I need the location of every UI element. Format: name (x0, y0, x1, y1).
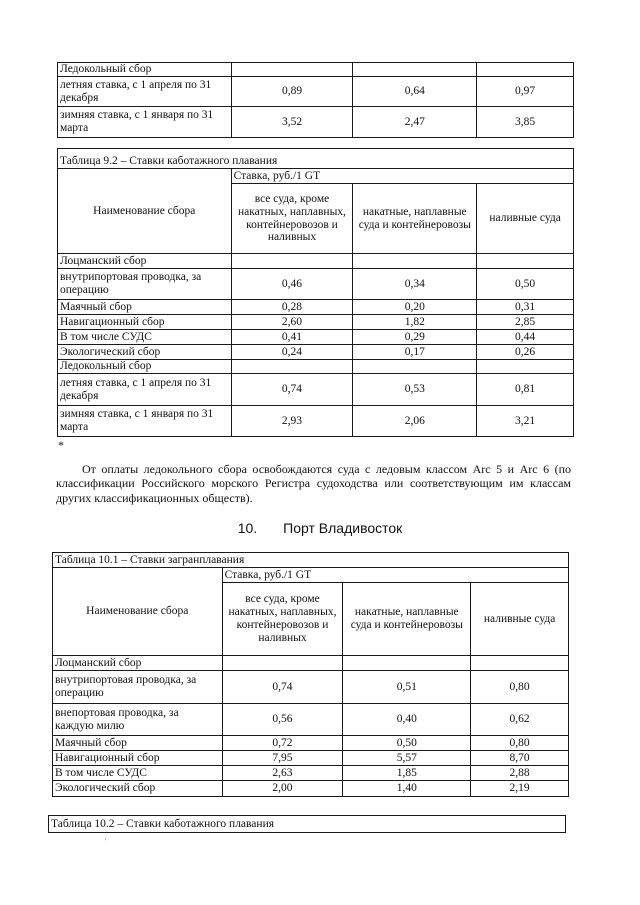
table-title: Таблица 10.1 – Ставки загранплавания (53, 553, 569, 568)
table-row (53, 704, 569, 736)
row-name: Ледокольный сбор (58, 360, 232, 374)
rate-cell: 0,53 (353, 374, 477, 406)
row-name: Маячный сбор (58, 300, 232, 315)
rate-cell (471, 656, 569, 671)
row-name: В том числе СУДС (53, 766, 223, 781)
header-col-roro: накатные, наплавные суда и контейнеровозы (343, 583, 471, 656)
rate-cell: 0,29 (353, 330, 477, 345)
table-row (58, 315, 574, 330)
row-name: В том числе СУДС (58, 330, 232, 345)
rate-cell: 0,74 (231, 374, 353, 406)
row-name: внепортовая проводка, за каждую милю (53, 704, 223, 736)
row-name: летняя ставка, с 1 апреля по 31 декабря (58, 77, 232, 107)
row-name: внутрипортовая проводка, за операцию (53, 671, 223, 704)
rate-cell (231, 63, 353, 77)
row-name: Экологический сбор (53, 781, 223, 797)
rate-cell: 0,89 (231, 77, 353, 107)
table-row (58, 406, 574, 437)
table-row (53, 781, 569, 797)
header-col-tankers: наливные суда (471, 583, 569, 656)
header-col-all-ships: все суда, кроме накатных, наплавных, контейнеровозов и наливных (231, 184, 353, 254)
rate-cell: 0,51 (343, 671, 471, 704)
section-title: Порт Владивосток (283, 520, 403, 536)
table-title: Таблица 9.2 – Ставки каботажного плавания (58, 149, 574, 169)
rate-cell: 0,34 (353, 269, 477, 300)
header-rate: Ставка, руб./1 GT (222, 568, 568, 583)
table-row (58, 77, 574, 107)
rate-cell: 0,28 (231, 300, 353, 315)
table-row (58, 107, 574, 138)
rate-cell: 2,60 (231, 315, 353, 330)
table-row (53, 671, 569, 704)
rate-cell: 0,44 (477, 330, 574, 345)
rate-cell: 0,17 (353, 345, 477, 360)
rate-cell: 0,46 (231, 269, 353, 300)
table-row (53, 736, 569, 751)
rate-cell (222, 656, 343, 671)
rate-cell (231, 360, 353, 374)
table-row (58, 360, 574, 374)
rate-cell: 5,57 (343, 751, 471, 766)
rate-cell: 3,52 (231, 107, 353, 138)
rate-cell: 1,85 (343, 766, 471, 781)
rate-cell (343, 656, 471, 671)
section-heading (0, 521, 640, 537)
stray-mark: ' (105, 837, 107, 846)
rate-cell (477, 254, 574, 269)
rate-cell: 0,62 (471, 704, 569, 736)
rate-cell: 0,20 (353, 300, 477, 315)
rate-cell: 0,80 (471, 736, 569, 751)
row-name: зимняя ставка, с 1 января по 31 марта (58, 406, 232, 437)
table-row (58, 254, 574, 269)
row-name: Лоцманский сбор (58, 254, 232, 269)
rate-cell: 0,56 (222, 704, 343, 736)
rate-cell: 1,82 (353, 315, 477, 330)
rate-cell: 0,50 (343, 736, 471, 751)
rate-cell: 0,40 (343, 704, 471, 736)
rate-cell: 0,81 (477, 374, 574, 406)
row-name: Навигационный сбор (58, 315, 232, 330)
header-col-tankers: наливные суда (477, 184, 574, 254)
table-title: Таблица 10.2 – Ставки каботажного плавания (49, 816, 566, 833)
table-9-1-continuation (57, 62, 574, 138)
rate-cell (477, 63, 574, 77)
rate-cell: 0,64 (353, 77, 477, 107)
row-name: Экологический сбор (58, 345, 232, 360)
rate-cell (231, 254, 353, 269)
header-col-all-ships: все суда, кроме накатных, наплавных, контейнеровозов и наливных (222, 583, 343, 656)
rate-cell: 2,63 (222, 766, 343, 781)
header-rate: Ставка, руб./1 GT (231, 169, 573, 184)
row-name: Ледокольный сбор (58, 63, 232, 77)
rate-cell: 3,85 (477, 107, 574, 138)
rate-cell: 0,26 (477, 345, 574, 360)
rate-cell (353, 254, 477, 269)
table-row (58, 330, 574, 345)
rate-cell: 2,06 (353, 406, 477, 437)
table-row (58, 63, 574, 77)
rate-cell: 2,88 (471, 766, 569, 781)
rate-cell (477, 360, 574, 374)
table-row (58, 269, 574, 300)
rate-cell: 0,72 (222, 736, 343, 751)
rate-cell: 2,19 (471, 781, 569, 797)
row-name: зимняя ставка, с 1 января по 31 марта (58, 107, 232, 138)
rate-cell: 1,40 (343, 781, 471, 797)
rate-cell: 2,00 (222, 781, 343, 797)
rate-cell: 0,41 (231, 330, 353, 345)
rate-cell: 8,70 (471, 751, 569, 766)
rate-cell: 0,97 (477, 77, 574, 107)
rate-cell (353, 63, 477, 77)
rate-cell: 0,31 (477, 300, 574, 315)
table-row (53, 656, 569, 671)
header-name: Наименование сбора (53, 568, 223, 656)
rate-cell: 0,80 (471, 671, 569, 704)
rate-cell: 7,95 (222, 751, 343, 766)
rate-cell (353, 360, 477, 374)
table-10-2 (48, 815, 566, 833)
table-row (53, 766, 569, 781)
icebreaker-exemption-note: От оплаты ледокольного сбора освобождаются суда с ледовым классом Arc 5 и Arc 6 (по классификации Российского морского Регистра судоходства или соответствующим им классам других классификационных обществ). (56, 462, 571, 505)
header-name: Наименование сбора (58, 169, 232, 254)
rate-cell: 0,24 (231, 345, 353, 360)
rate-cell: 2,93 (231, 406, 353, 437)
row-name: внутрипортовая проводка, за операцию (58, 269, 232, 300)
row-name: летняя ставка, с 1 апреля по 31 декабря (58, 374, 232, 406)
row-name: Лоцманский сбор (53, 656, 223, 671)
table-row (53, 751, 569, 766)
row-name: Маячный сбор (53, 736, 223, 751)
footnote-mark: * (58, 438, 64, 452)
rate-cell: 3,21 (477, 406, 574, 437)
rate-cell: 2,47 (353, 107, 477, 138)
table-row (58, 374, 574, 406)
table-row (58, 345, 574, 360)
rate-cell: 2,85 (477, 315, 574, 330)
table-row (58, 300, 574, 315)
header-col-roro: накатные, наплавные суда и контейнеровозы (353, 184, 477, 254)
rate-cell: 0,50 (477, 269, 574, 300)
rate-cell: 0,74 (222, 671, 343, 704)
row-name: Навигационный сбор (53, 751, 223, 766)
section-number: 10. (237, 520, 258, 536)
table-10-1 (52, 552, 569, 797)
table-9-2 (57, 148, 574, 437)
